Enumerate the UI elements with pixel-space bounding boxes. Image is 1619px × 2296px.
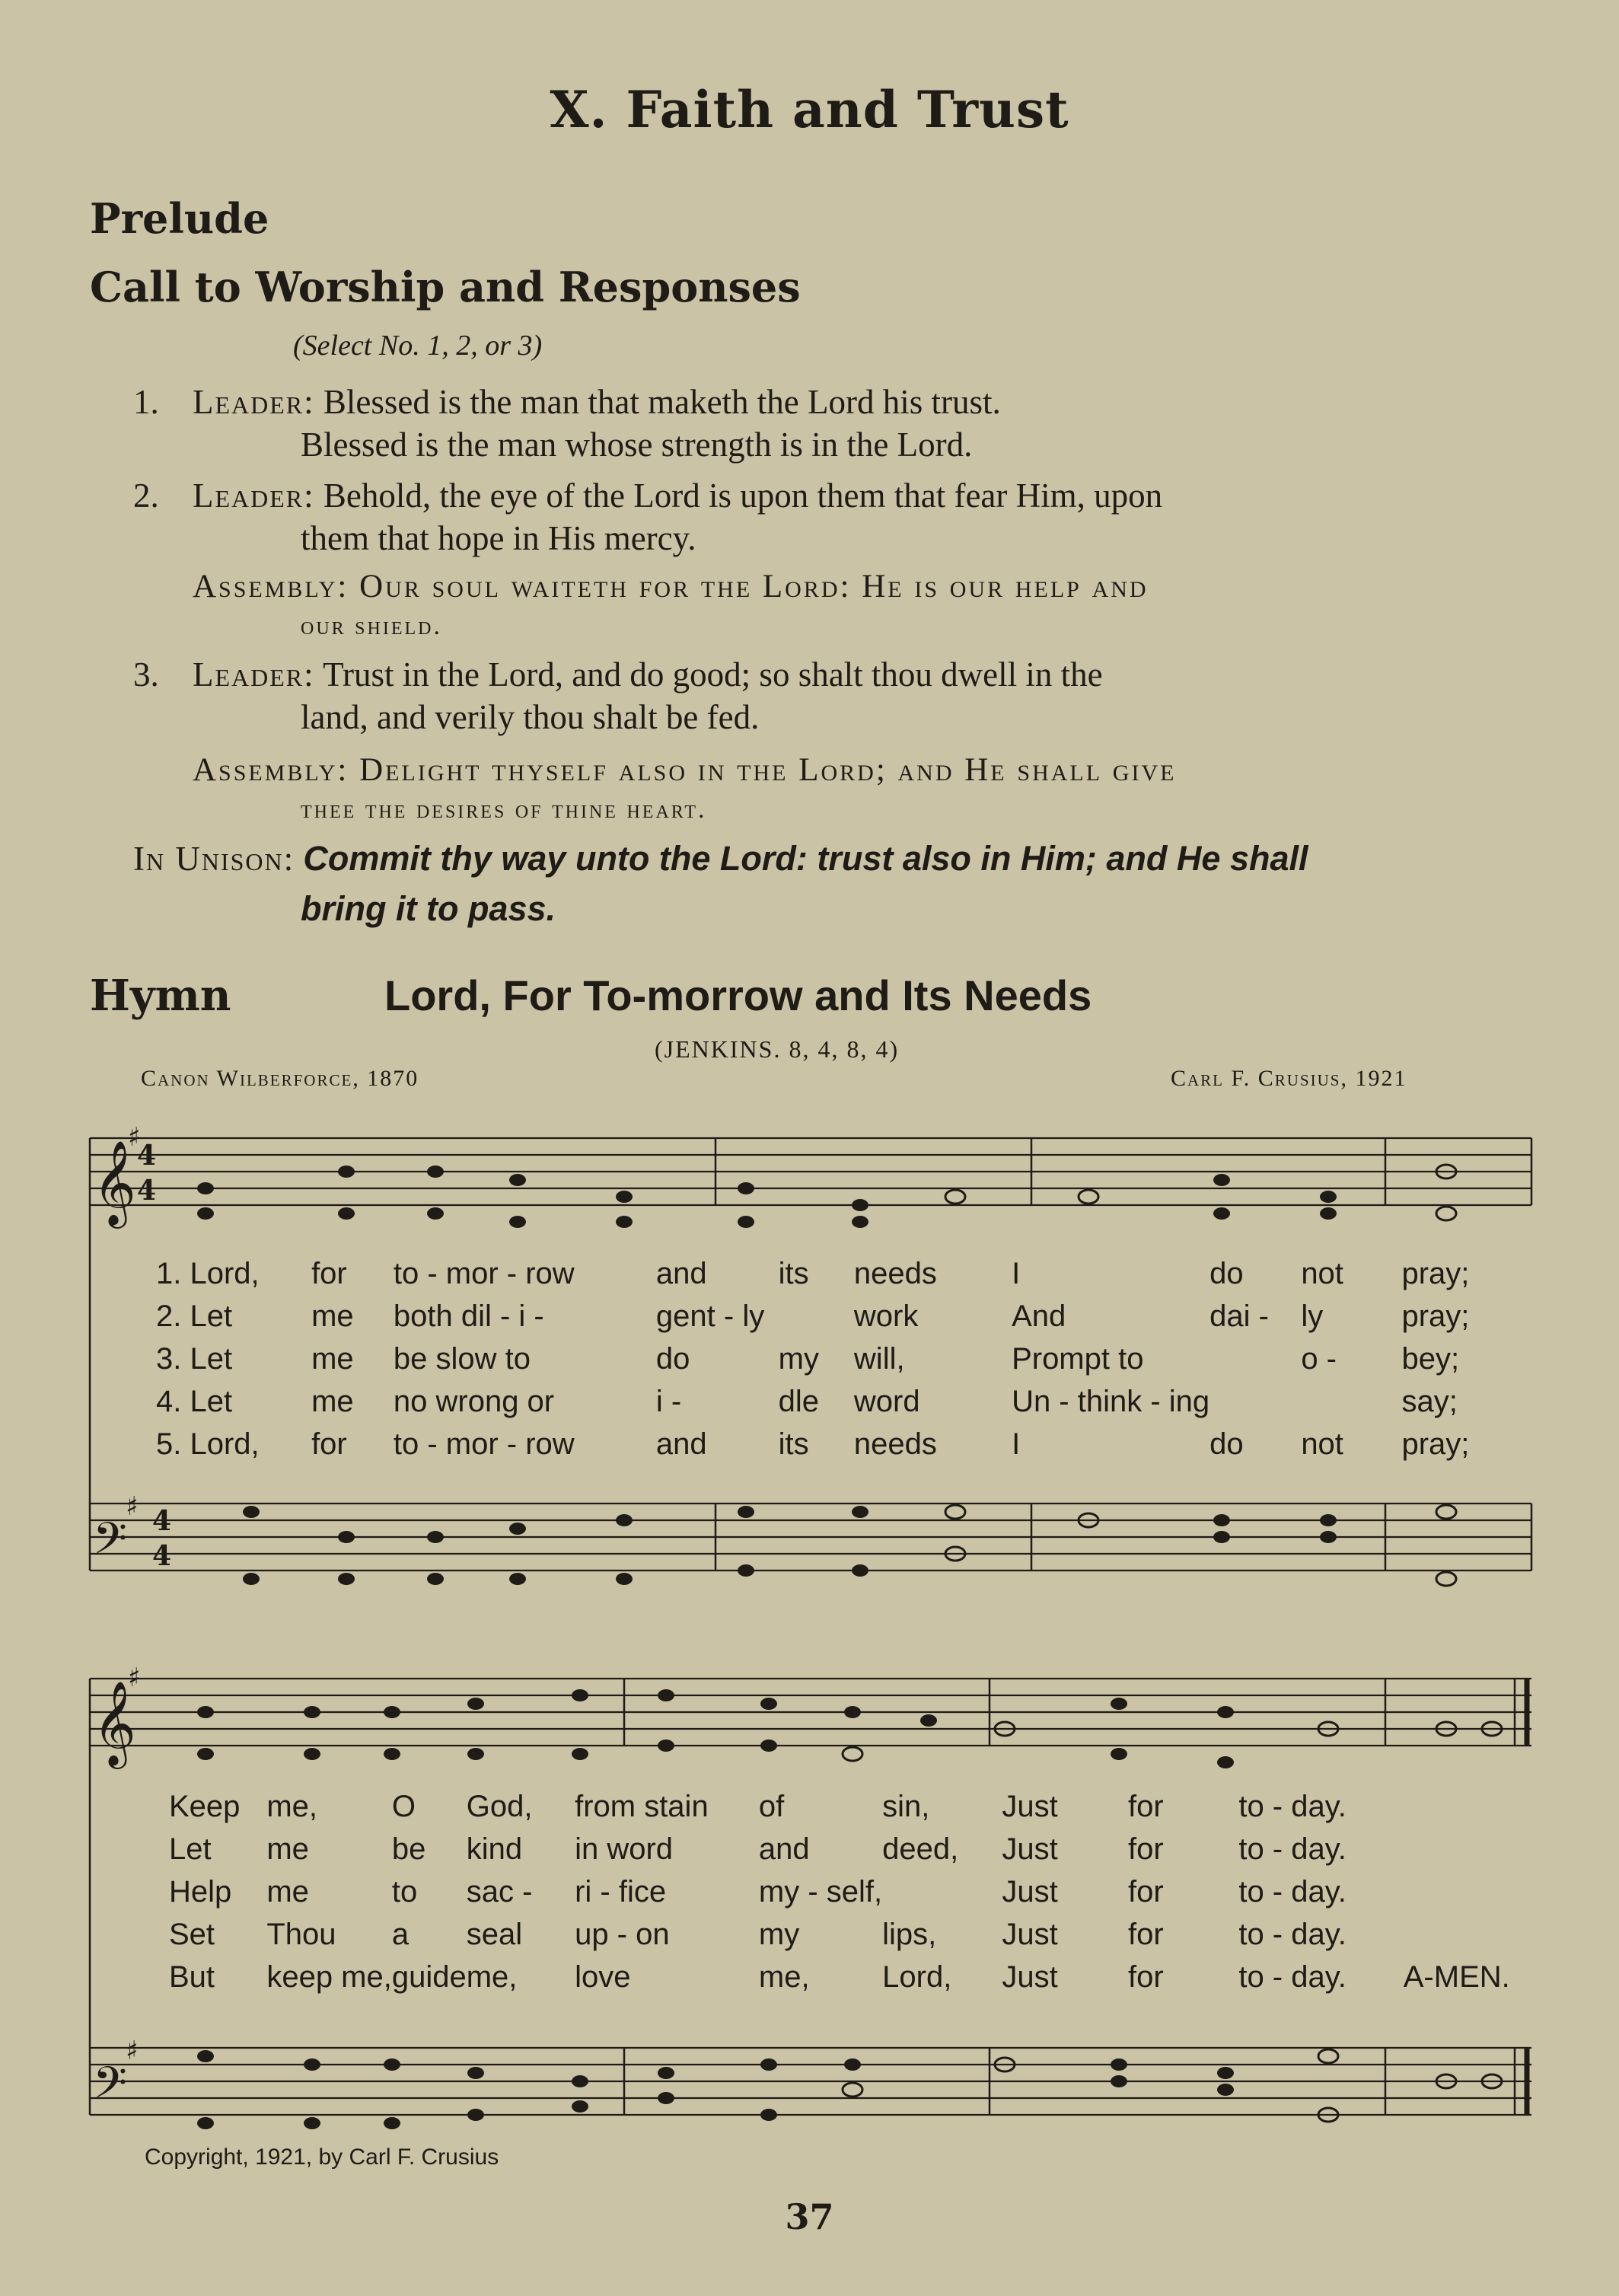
response-number: 1. bbox=[133, 383, 159, 421]
lyric-syllable: be bbox=[391, 1832, 426, 1866]
lyric-syllable: And bbox=[1012, 1299, 1066, 1333]
lyric-syllable: for bbox=[1128, 1789, 1164, 1823]
lyric-syllable: to - day. bbox=[1238, 1917, 1347, 1951]
lyric-syllable: pray; bbox=[1401, 1427, 1470, 1461]
copyright-notice: Copyright, 1921, by Carl F. Crusius bbox=[145, 2145, 499, 2170]
lyric-line bbox=[156, 1295, 1507, 1338]
note bbox=[945, 1190, 965, 1204]
assembly-label: Assembly: bbox=[193, 569, 349, 604]
lyric-syllable: in word bbox=[575, 1832, 674, 1866]
response-number: 2. bbox=[133, 477, 159, 515]
lyric-syllable: to bbox=[391, 1874, 418, 1909]
lyric-syllable bbox=[1404, 1785, 1539, 1828]
lyric-line bbox=[169, 1870, 1539, 1913]
svg-text:♯: ♯ bbox=[128, 1663, 141, 1693]
hymn-label: Hymn bbox=[90, 971, 231, 1021]
lyric-syllable: O bbox=[391, 1789, 416, 1823]
composer: Carl F. Crusius, 1921 bbox=[1171, 1066, 1407, 1091]
lyric-syllable bbox=[779, 1295, 854, 1338]
note bbox=[509, 1174, 526, 1186]
lyric-syllable: me bbox=[266, 1874, 309, 1909]
lyric-syllable: and bbox=[758, 1832, 810, 1866]
note bbox=[1079, 1190, 1098, 1204]
svg-text:𝄢: 𝄢 bbox=[93, 2057, 128, 2119]
lyric-syllable: I bbox=[1012, 1427, 1021, 1461]
lyric-syllable: 4. Let bbox=[156, 1384, 233, 1418]
svg-text:𝄞: 𝄞 bbox=[93, 1680, 136, 1765]
lyric-syllable: to - day. bbox=[1238, 1960, 1347, 1994]
bass-clef: 𝄢 bbox=[93, 1513, 128, 1575]
lyric-syllable: Keep bbox=[169, 1789, 241, 1823]
lyric-syllable: dle bbox=[778, 1384, 820, 1418]
lyric-syllable: say; bbox=[1401, 1384, 1458, 1418]
time-signature: 4 bbox=[137, 1175, 157, 1207]
lyric-syllable: kind bbox=[466, 1832, 523, 1866]
lyric-syllable: for bbox=[1128, 1832, 1164, 1866]
lyric-line bbox=[156, 1252, 1507, 1295]
lyric-line bbox=[156, 1338, 1507, 1380]
page-number: 37 bbox=[785, 2196, 834, 2237]
note bbox=[738, 1182, 754, 1194]
note bbox=[852, 1199, 868, 1211]
lyric-syllable: lips, bbox=[882, 1917, 937, 1951]
lyric-syllable: 1. Lord, bbox=[156, 1256, 260, 1290]
lyric-syllable: Just bbox=[1002, 1917, 1058, 1951]
lyric-syllable: both dil - i - bbox=[393, 1299, 544, 1333]
lyric-syllable: God, bbox=[466, 1789, 533, 1823]
lyric-syllable: needs bbox=[853, 1427, 937, 1461]
lyric-syllable: its bbox=[778, 1256, 809, 1290]
lyric-syllable: Just bbox=[1002, 1789, 1058, 1823]
time-signature: 4 bbox=[152, 1540, 172, 1572]
note bbox=[338, 1207, 355, 1220]
call-to-worship-heading: Call to Worship and Responses bbox=[90, 263, 801, 311]
response-line: Blessed is the man that maketh the Lord his trust. bbox=[323, 383, 1001, 421]
lyric-syllable: Just bbox=[1002, 1960, 1058, 1994]
note bbox=[852, 1216, 868, 1228]
time-signature: 4 bbox=[152, 1505, 172, 1537]
lyric-syllable: ly bbox=[1301, 1299, 1324, 1333]
note bbox=[197, 1207, 214, 1220]
lyric-syllable: will, bbox=[853, 1341, 905, 1376]
lyric-syllable: me, bbox=[466, 1960, 518, 1994]
lyric-syllable bbox=[1404, 1870, 1539, 1913]
lyrics-block-1 bbox=[156, 1252, 1507, 1465]
lyric-syllable: for bbox=[311, 1256, 347, 1290]
treble-clef: 𝄞 bbox=[93, 1140, 136, 1225]
lyric-syllable: 5. Lord, bbox=[156, 1427, 260, 1461]
lyric-syllable: i - bbox=[655, 1384, 682, 1418]
lyric-syllable: no wrong or bbox=[393, 1384, 555, 1418]
lyric-syllable: 2. Let bbox=[156, 1299, 233, 1333]
lyric-syllable: Lord, bbox=[882, 1960, 952, 1994]
assembly-line: thee the desires of thine heart. bbox=[301, 796, 707, 824]
lyric-line bbox=[169, 1785, 1539, 1828]
note bbox=[738, 1216, 754, 1228]
lyric-syllable: gent - ly bbox=[655, 1299, 765, 1333]
lyric-syllable: to - mor - row bbox=[393, 1427, 575, 1461]
lyric-syllable: ri - fice bbox=[575, 1874, 667, 1909]
lyric-syllable: its bbox=[778, 1427, 809, 1461]
response-line: them that hope in His mercy. bbox=[301, 519, 696, 557]
lyric-syllable: bey; bbox=[1401, 1341, 1460, 1376]
lyric-syllable: sin, bbox=[882, 1789, 930, 1823]
leader-label: Leader: bbox=[193, 655, 315, 694]
lyric-syllable: Just bbox=[1002, 1832, 1058, 1866]
lyrics-block-2 bbox=[169, 1785, 1539, 1998]
prelude-heading: Prelude bbox=[90, 194, 269, 243]
lyric-line bbox=[169, 1956, 1539, 1998]
lyric-syllable bbox=[1209, 1338, 1301, 1380]
note bbox=[1213, 1174, 1230, 1186]
lyric-syllable: me bbox=[266, 1832, 309, 1866]
lyric-syllable: word bbox=[853, 1384, 920, 1418]
note bbox=[1320, 1191, 1337, 1203]
lyric-syllable: for bbox=[1128, 1917, 1164, 1951]
lyric-syllable: I bbox=[1012, 1256, 1021, 1290]
time-signature: 4 bbox=[137, 1140, 157, 1172]
lyric-syllable bbox=[882, 1870, 1002, 1913]
author: Canon Wilberforce, 1870 bbox=[141, 1066, 419, 1091]
lyric-syllable: dai - bbox=[1209, 1299, 1269, 1333]
note bbox=[427, 1166, 444, 1178]
lyric-syllable: me bbox=[311, 1341, 354, 1376]
lyric-syllable: not bbox=[1301, 1256, 1343, 1290]
leader-label: Leader: bbox=[193, 383, 315, 421]
response-number: 3. bbox=[133, 655, 159, 694]
lyric-line bbox=[169, 1913, 1539, 1956]
key-sharp: ♯ bbox=[128, 1122, 141, 1153]
section-title: X. Faith and Trust bbox=[550, 80, 1069, 139]
lyric-syllable: o - bbox=[1301, 1341, 1337, 1376]
lyric-syllable: 3. Let bbox=[156, 1341, 233, 1376]
lyric-syllable bbox=[1301, 1380, 1401, 1423]
lyric-syllable: pray; bbox=[1401, 1256, 1470, 1290]
lyric-syllable: do bbox=[1209, 1256, 1244, 1290]
lyric-syllable: to - day. bbox=[1238, 1874, 1347, 1909]
unison-line: Commit thy way unto the Lord: trust also in Him; and He shall bbox=[303, 839, 1308, 878]
response-line: Trust in the Lord, and do good; so shalt thou dwell in the bbox=[323, 655, 1103, 694]
note bbox=[197, 1182, 214, 1194]
tune-name: (JENKINS. 8, 4, 8, 4) bbox=[655, 1035, 900, 1063]
lyric-syllable: sac - bbox=[466, 1874, 533, 1909]
note bbox=[1320, 1207, 1337, 1220]
lyric-syllable: needs bbox=[853, 1256, 937, 1290]
lyric-syllable: me, bbox=[266, 1789, 318, 1823]
lyric-syllable: Set bbox=[169, 1917, 215, 1951]
lyric-syllable: my - self, bbox=[758, 1874, 883, 1909]
lyric-syllable: keep me, bbox=[266, 1960, 392, 1994]
lyric-line bbox=[156, 1423, 1507, 1465]
lyric-syllable: for bbox=[311, 1427, 347, 1461]
lyric-syllable bbox=[1404, 1828, 1539, 1870]
lyric-line bbox=[156, 1380, 1507, 1423]
lyric-syllable bbox=[1209, 1380, 1301, 1423]
assembly-label: Assembly: bbox=[193, 752, 349, 788]
lyric-syllable: Just bbox=[1002, 1874, 1058, 1909]
unison-label: In Unison: bbox=[133, 840, 295, 878]
lyric-syllable: to - day. bbox=[1238, 1832, 1347, 1866]
lyric-syllable: me, bbox=[758, 1960, 810, 1994]
lyric-syllable: But bbox=[169, 1960, 215, 1994]
lyric-syllable: my bbox=[778, 1341, 819, 1376]
lyric-syllable: Help bbox=[169, 1874, 232, 1909]
lyric-syllable: love bbox=[575, 1960, 631, 1994]
staff-bass-1 bbox=[90, 1504, 1531, 1571]
lyric-syllable: and bbox=[655, 1256, 707, 1290]
lyric-syllable: for bbox=[1128, 1960, 1164, 1994]
lyric-syllable: to - day. bbox=[1238, 1789, 1347, 1823]
staff-bass-2 bbox=[90, 2048, 1531, 2115]
lyric-syllable: be slow to bbox=[393, 1341, 531, 1376]
assembly-line: our shield. bbox=[301, 612, 442, 640]
response-line: Blessed is the man whose strength is in the Lord. bbox=[301, 426, 973, 464]
lyric-syllable: and bbox=[655, 1427, 707, 1461]
assembly-line: Our soul waiteth for the Lord: He is our help and bbox=[359, 569, 1149, 604]
leader-label: Leader: bbox=[193, 477, 315, 515]
notes-bass-2 bbox=[197, 2049, 1502, 2129]
notes-bass-1 bbox=[243, 1505, 1456, 1586]
lyric-syllable: for bbox=[1128, 1874, 1164, 1909]
lyric-line bbox=[169, 1828, 1539, 1870]
lyric-syllable: Let bbox=[169, 1832, 212, 1866]
unison-line: bring it to pass. bbox=[301, 889, 556, 928]
lyric-syllable: do bbox=[1209, 1427, 1244, 1461]
lyric-syllable: deed, bbox=[882, 1832, 959, 1866]
note bbox=[616, 1216, 633, 1228]
staff-treble-1 bbox=[90, 1138, 1531, 1205]
lyric-syllable: to - mor - row bbox=[393, 1256, 575, 1290]
note bbox=[509, 1216, 526, 1228]
svg-text:♯: ♯ bbox=[126, 2036, 139, 2066]
note bbox=[338, 1166, 355, 1178]
lyric-syllable: me bbox=[311, 1299, 354, 1333]
lyric-syllable: a bbox=[391, 1917, 410, 1951]
note bbox=[1213, 1207, 1230, 1220]
lyric-syllable: from stain bbox=[575, 1789, 709, 1823]
response-line: Behold, the eye of the Lord is upon them that fear Him, upon bbox=[323, 477, 1163, 515]
notes-treble-1 bbox=[197, 1165, 1456, 1228]
hymn-title: Lord, For To-morrow and Its Needs bbox=[384, 971, 1092, 1019]
lyric-syllable: work bbox=[853, 1299, 919, 1333]
key-sharp: ♯ bbox=[126, 1491, 139, 1522]
lyric-syllable: of bbox=[758, 1789, 785, 1823]
note bbox=[1436, 1207, 1456, 1220]
response-line: land, and verily thou shalt be fed. bbox=[301, 698, 760, 736]
lyric-syllable: seal bbox=[466, 1917, 523, 1951]
lyric-syllable: do bbox=[655, 1341, 690, 1376]
clefs-2 bbox=[93, 1663, 140, 2119]
note bbox=[616, 1191, 633, 1203]
select-note: (Select No. 1, 2, or 3) bbox=[293, 330, 543, 362]
assembly-line: Delight thyself also in the Lord; and He shall give bbox=[359, 752, 1177, 788]
lyric-syllable: me bbox=[311, 1384, 354, 1418]
lyric-syllable: up - on bbox=[575, 1917, 670, 1951]
lyric-syllable: Prompt to bbox=[1012, 1341, 1144, 1376]
lyric-syllable: Thou bbox=[266, 1917, 336, 1951]
lyric-syllable bbox=[1404, 1913, 1539, 1956]
note bbox=[427, 1207, 444, 1220]
lyric-syllable: guide bbox=[391, 1960, 467, 1994]
lyric-syllable: pray; bbox=[1401, 1299, 1470, 1333]
lyric-syllable: my bbox=[758, 1917, 800, 1951]
lyric-syllable: not bbox=[1301, 1427, 1343, 1461]
lyric-syllable: Un - think - ing bbox=[1012, 1384, 1210, 1418]
lyric-syllable: A-MEN. bbox=[1403, 1960, 1510, 1994]
